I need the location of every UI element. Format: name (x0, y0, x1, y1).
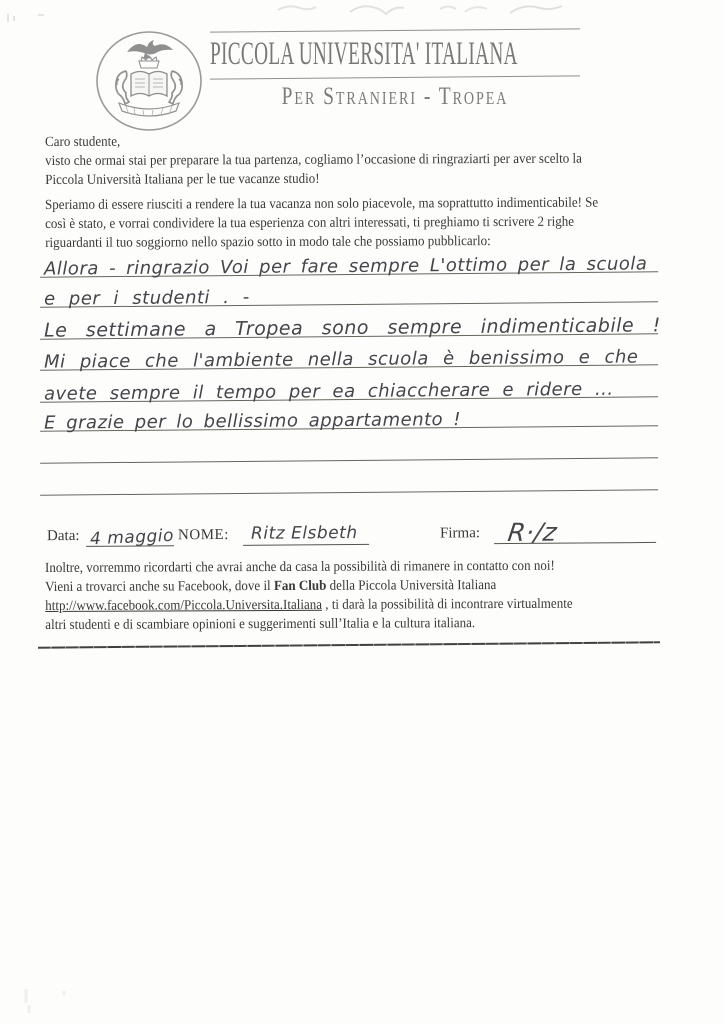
signature-field (494, 516, 656, 547)
date-field (86, 519, 175, 550)
feedback-ruled-line (40, 272, 658, 310)
lion-left-icon (116, 71, 129, 104)
feedback-ruled-line-empty (40, 428, 658, 463)
handwritten-feedback-text: avete sempre il tempo per ea chiaccherare e ridere ... (43, 378, 614, 405)
footer-text: della Piccola Università Italiana (326, 578, 497, 594)
eagle-icon (127, 40, 173, 59)
fan-club-bold-text: Fan Club (273, 578, 327, 595)
facebook-url-text: http://www.facebook.com/Piccola.Universita.Italiana (45, 597, 323, 614)
footer-paragraph (45, 557, 573, 635)
handwritten-feedback-text: E grazie per lo bellissimo appartamento ! (43, 409, 462, 434)
intro-line: Piccola Università Italiana per le tue vacanze studio! (45, 171, 320, 188)
footer-text: , ti darà la possibilità di incontrare virtualmente (322, 596, 573, 613)
name-field (243, 518, 369, 546)
feedback-ruled-line (40, 396, 658, 434)
feedback-ruled-line (40, 304, 661, 342)
letterhead-title: PICCOLA UNIVERSITA' ITALIANA (210, 36, 518, 72)
form-fields-row (40, 514, 680, 548)
intro-line: Caro studente, (45, 134, 121, 150)
request-line: Speriamo di essere riusciti a rendere la tua vacanza non solo piacevole, ma soprattutto indimenticabile! Se (45, 195, 599, 213)
handwritten-feedback-text: Le settimane a Tropea sono sempre indimenticabile ! (43, 314, 661, 342)
bottom-separator-rule (38, 641, 660, 649)
university-crest-logo (92, 27, 206, 133)
handwritten-name: Ritz Elsbeth (250, 523, 358, 544)
feedback-ruled-line-empty (40, 460, 658, 495)
letterhead-rule-top (210, 28, 580, 32)
handwritten-date: 4 maggio (89, 525, 175, 550)
footer-text: Vieni a trovarci anche su Facebook, dove il (45, 579, 274, 595)
letterhead-rule-middle (210, 75, 580, 79)
date-label: Data: (46, 527, 80, 545)
request-line: riguardanti il tuo soggiorno nello spazio sotto in modo tale che possiamo pubblicarlo: (45, 234, 491, 251)
letterhead-subtitle: Per Stranieri - Tropea (281, 83, 509, 110)
open-book-icon (131, 72, 167, 97)
handwritten-signature: R·/z (506, 517, 559, 547)
footer-line (45, 595, 572, 616)
handwritten-feedback-text: e per i studenti . - (43, 286, 250, 310)
footer-line: Inoltre, vorremmo ricordarti che avrai anche da casa la possibilità di rimanere in contatto con noi! (45, 558, 555, 576)
footer-line: altri studenti e di scambiare opinioni e suggerimenti sull’Italia e la cultura italiana. (45, 616, 476, 633)
feedback-ruled-line (40, 335, 658, 373)
request-line: così è stato, e vorrai condividere la tua esperienza con altri interessati, ti preghiamo ti scrivere 2 righe (45, 214, 575, 232)
handwritten-feedback-text: Mi piace che l'ambiente nella scuola è benissimo e che (43, 346, 639, 373)
scan-smudge-topleft (4, 10, 64, 26)
banner-ribbon-icon (119, 103, 179, 116)
intro-line: visto che ormai stai per preparare la tua partenza, cogliamo l’occasione di ringraziarti per aver scelto la (45, 151, 582, 169)
footer-line (45, 576, 572, 597)
handwritten-feedback-text: Allora - ringrazio Voi per fare sempre L'ottimo per la scuola (43, 253, 648, 280)
lion-right-icon (169, 71, 182, 104)
signature-label: Firma: (439, 525, 481, 542)
name-label: NOME: (177, 526, 229, 544)
scan-smudge-bottom (20, 985, 80, 1015)
scan-smudge-top (270, 0, 590, 22)
letterhead (210, 30, 580, 115)
intro-paragraph (45, 131, 582, 190)
